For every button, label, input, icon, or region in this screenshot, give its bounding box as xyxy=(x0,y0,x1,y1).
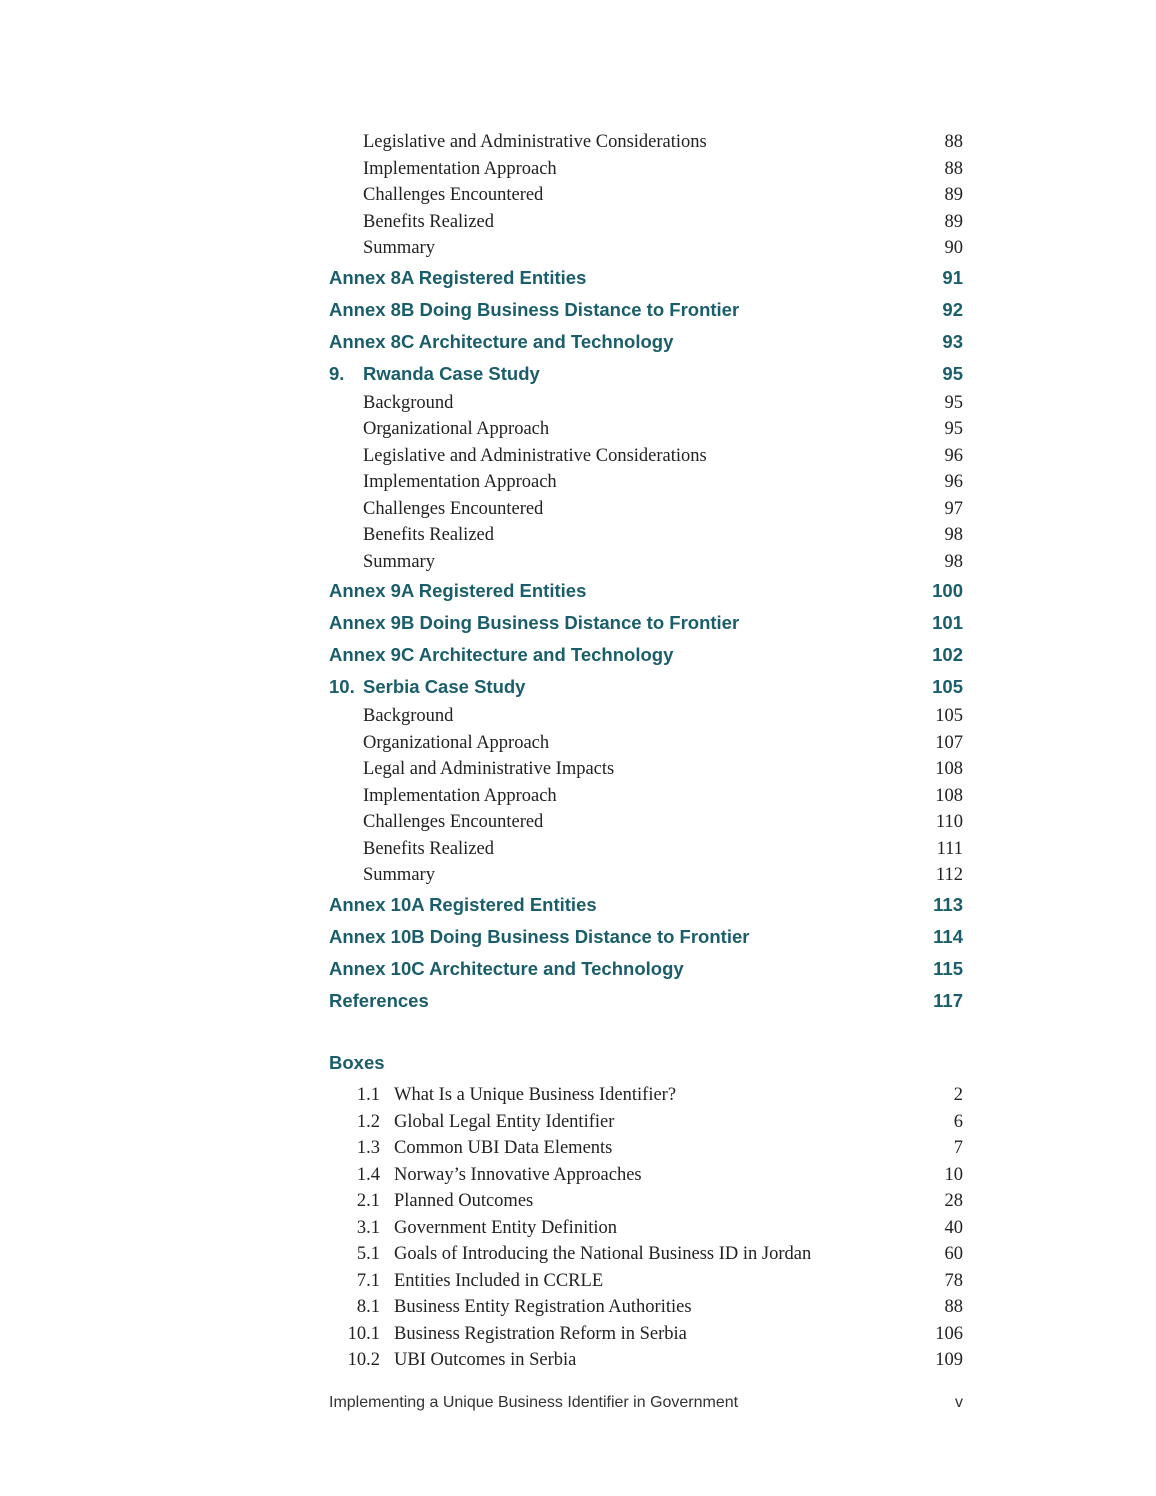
toc-entry-label xyxy=(363,496,543,523)
box-title: Business Entity Registration Authorities xyxy=(394,1297,692,1317)
box-number: 1.3 xyxy=(356,1138,380,1158)
toc-page-number: 96 xyxy=(944,472,963,492)
page-footer xyxy=(329,1394,963,1412)
toc-heading-entry[interactable] xyxy=(329,639,963,671)
box-page-number: 109 xyxy=(935,1350,963,1370)
toc-subentry[interactable] xyxy=(329,862,963,889)
toc-subentry[interactable] xyxy=(329,469,963,496)
toc-heading-entry[interactable] xyxy=(329,985,963,1017)
toc-entry-title: Annex 9C Architecture and Technology xyxy=(329,644,674,665)
toc-entry-label xyxy=(363,443,707,470)
box-page-number: 10 xyxy=(944,1164,963,1185)
toc-heading-entry[interactable] xyxy=(329,607,963,639)
toc-entry-title: Legal and Administrative Impacts xyxy=(363,759,615,779)
box-number: 10.2 xyxy=(347,1350,380,1370)
box-entry[interactable] xyxy=(329,1082,963,1109)
box-title: Planned Outcomes xyxy=(394,1191,534,1211)
toc-entry-label xyxy=(363,783,557,810)
box-title: Norway’s Innovative Approaches xyxy=(394,1164,642,1185)
toc-page-number: 105 xyxy=(935,706,963,726)
toc-entry-title: Background xyxy=(363,706,454,726)
box-page-number: 78 xyxy=(944,1270,963,1291)
box-page-number: 106 xyxy=(935,1323,963,1344)
toc-entry-title: Legislative and Administrative Considerations xyxy=(363,132,707,152)
toc-entry-label xyxy=(363,235,435,262)
box-page-number: 6 xyxy=(953,1111,963,1132)
toc-entry-title: Annex 9A Registered Entities xyxy=(329,580,587,601)
box-entry[interactable] xyxy=(329,1188,963,1215)
toc-subentry[interactable] xyxy=(329,182,963,209)
toc-entry-title: Organizational Approach xyxy=(363,732,550,753)
box-title: Entities Included in CCRLE xyxy=(394,1270,604,1291)
box-entry[interactable] xyxy=(329,1109,963,1136)
toc-heading-entry[interactable] xyxy=(329,671,963,703)
box-title: Government Entity Definition xyxy=(394,1217,617,1238)
toc-page-number: 115 xyxy=(933,957,963,979)
toc-subentry[interactable] xyxy=(329,730,963,757)
toc-subentry[interactable] xyxy=(329,416,963,443)
toc-entry-label xyxy=(363,756,614,783)
box-number: 5.1 xyxy=(356,1244,380,1264)
toc-subentry[interactable] xyxy=(329,443,963,470)
toc-entry-title: Implementation Approach xyxy=(363,785,557,806)
box-page-number: 28 xyxy=(944,1191,963,1211)
toc-entry-label xyxy=(329,358,540,390)
toc-entry-title: Summary xyxy=(363,551,435,572)
box-number: 10.1 xyxy=(347,1323,380,1344)
toc-entry-label xyxy=(363,862,435,889)
box-title: What Is a Unique Business Identifier? xyxy=(394,1085,677,1105)
box-title: Global Legal Entity Identifier xyxy=(394,1111,615,1132)
toc-page-number: 105 xyxy=(932,676,963,697)
footer-title: Implementing a Unique Business Identifier in Government xyxy=(329,1394,739,1411)
box-entry[interactable] xyxy=(329,1241,963,1268)
box-number: 7.1 xyxy=(356,1270,380,1291)
toc-page-number: 95 xyxy=(944,419,963,439)
toc-entry-title: Challenges Encountered xyxy=(363,812,544,832)
toc-entry-title: Annex 10C Architecture and Technology xyxy=(329,957,684,979)
toc-entry-label xyxy=(363,522,494,549)
toc-entry-title: Benefits Realized xyxy=(363,838,494,859)
toc-heading-entry[interactable] xyxy=(329,358,963,390)
toc-entry-title: Annex 8B Doing Business Distance to Frontier xyxy=(329,298,740,320)
box-title: UBI Outcomes in Serbia xyxy=(394,1350,577,1370)
toc-page-number: 113 xyxy=(933,893,963,915)
toc-page-number: 112 xyxy=(935,865,963,885)
box-number: 3.1 xyxy=(356,1217,380,1238)
toc-entry-label xyxy=(363,416,549,443)
toc-page-number: 114 xyxy=(933,925,963,947)
toc-page-number: 108 xyxy=(935,785,963,806)
toc-page-number: 97 xyxy=(944,498,963,519)
toc-page-number: 98 xyxy=(944,525,963,545)
toc-entry-title: Implementation Approach xyxy=(363,472,557,492)
toc-subentry[interactable] xyxy=(329,522,963,549)
toc-entry-label xyxy=(363,390,453,417)
box-page-number: 7 xyxy=(953,1138,963,1158)
toc-entry-label xyxy=(363,730,549,757)
toc-entry-title: Challenges Encountered xyxy=(363,498,544,519)
toc-entry-label xyxy=(363,549,435,576)
toc-heading-entry[interactable] xyxy=(329,294,963,326)
toc-page-number: 96 xyxy=(944,445,963,466)
toc-subentry[interactable] xyxy=(329,129,963,156)
box-number: 8.1 xyxy=(356,1297,380,1317)
toc-entry-label xyxy=(329,575,586,607)
box-entry[interactable] xyxy=(329,1135,963,1162)
box-title: Business Registration Reform in Serbia xyxy=(394,1323,687,1344)
toc-entry-title: Summary xyxy=(363,865,435,885)
boxes-list xyxy=(329,1082,963,1374)
toc-entry-label xyxy=(329,953,684,985)
toc-entry-label xyxy=(329,889,597,921)
page-number: v xyxy=(955,1394,963,1411)
toc-entry-label xyxy=(363,809,543,836)
toc-subentry[interactable] xyxy=(329,496,963,523)
toc-subentry[interactable] xyxy=(329,809,963,836)
toc-entry-title: Summary xyxy=(363,238,435,258)
box-title: Goals of Introducing the National Business ID in Jordan xyxy=(394,1244,812,1264)
toc-entry-title: References xyxy=(329,989,429,1011)
box-entry[interactable] xyxy=(329,1215,963,1242)
box-number: 1.4 xyxy=(356,1164,380,1185)
toc-entry-label xyxy=(329,985,429,1017)
box-entry[interactable] xyxy=(329,1321,963,1348)
toc-heading-entry[interactable] xyxy=(329,953,963,985)
box-title: Common UBI Data Elements xyxy=(394,1138,613,1158)
toc-entry-title: Organizational Approach xyxy=(363,419,550,439)
toc-page-number: 101 xyxy=(932,612,963,633)
toc-entry-label xyxy=(363,703,453,730)
box-page-number: 60 xyxy=(944,1244,963,1264)
boxes-heading: Boxes xyxy=(329,1052,385,1073)
box-page-number: 40 xyxy=(944,1217,963,1238)
toc-entry-label xyxy=(363,182,543,209)
toc-page-number: 92 xyxy=(942,298,963,320)
toc-page-number: 100 xyxy=(932,580,963,601)
toc-entry-label xyxy=(329,921,749,953)
toc-page-number: 108 xyxy=(935,759,963,779)
box-entry[interactable] xyxy=(329,1294,963,1321)
toc-entry-title: Benefits Realized xyxy=(363,525,494,545)
toc-entry-label xyxy=(363,469,557,496)
toc-entry-title: Serbia Case Study xyxy=(363,676,526,697)
toc-subentry[interactable] xyxy=(329,756,963,783)
chapter-number: 10. xyxy=(329,676,355,697)
toc-entry-label xyxy=(363,129,707,156)
toc-entry-title: Legislative and Administrative Considerations xyxy=(363,445,707,466)
toc-page-number: 95 xyxy=(942,362,963,384)
toc-page-number: 110 xyxy=(935,812,963,832)
toc-page-number: 91 xyxy=(942,266,963,288)
toc-entry-title: Annex 10B Doing Business Distance to Frontier xyxy=(329,925,750,947)
toc-entry-title: Annex 8C Architecture and Technology xyxy=(329,330,674,352)
toc-subentry[interactable] xyxy=(329,235,963,262)
toc-heading-entry[interactable] xyxy=(329,326,963,358)
toc-page-number: 93 xyxy=(942,330,963,352)
toc-entry-label xyxy=(363,836,494,863)
toc-subentry[interactable] xyxy=(329,783,963,810)
toc-subentry[interactable] xyxy=(329,836,963,863)
toc-entry-title: Annex 8A Registered Entities xyxy=(329,266,587,288)
toc-page-number: 98 xyxy=(944,551,963,572)
box-number: 2.1 xyxy=(356,1191,380,1211)
toc-heading-entry[interactable] xyxy=(329,262,963,294)
toc-entry-label xyxy=(329,671,525,703)
toc-entry-title: Background xyxy=(363,392,454,413)
toc-page-number: 88 xyxy=(944,158,963,179)
toc-entry-title: Rwanda Case Study xyxy=(363,362,540,384)
toc-subentry[interactable] xyxy=(329,156,963,183)
toc-heading-entry[interactable] xyxy=(329,889,963,921)
toc-entry-label xyxy=(363,209,494,236)
box-page-number: 88 xyxy=(944,1297,963,1317)
toc-subentry[interactable] xyxy=(329,209,963,236)
box-entry[interactable] xyxy=(329,1347,963,1374)
toc-entry-label xyxy=(329,639,673,671)
toc-entry-title: Challenges Encountered xyxy=(363,185,544,205)
toc-entry-label xyxy=(329,262,586,294)
toc-heading-entry[interactable] xyxy=(329,575,963,607)
toc-subentry[interactable] xyxy=(329,549,963,576)
toc-page-number: 107 xyxy=(935,732,963,753)
toc-page-number: 95 xyxy=(944,392,963,413)
box-entry[interactable] xyxy=(329,1162,963,1189)
toc-entry-label xyxy=(329,607,739,639)
toc-entry-title: Implementation Approach xyxy=(363,158,557,179)
box-number: 1.2 xyxy=(356,1111,380,1132)
toc-page-number: 89 xyxy=(944,185,963,205)
toc-subentry[interactable] xyxy=(329,703,963,730)
toc-page-number: 102 xyxy=(932,644,963,665)
box-page-number: 2 xyxy=(953,1085,963,1105)
toc-page-number: 111 xyxy=(936,838,963,859)
boxes-section xyxy=(329,1048,963,1374)
chapter-number: 9. xyxy=(329,362,345,384)
toc-entry-title: Annex 10A Registered Entities xyxy=(329,893,597,915)
toc-heading-entry[interactable] xyxy=(329,921,963,953)
toc-entry-label xyxy=(363,156,557,183)
toc-page-number: 88 xyxy=(944,132,963,152)
toc-subentry[interactable] xyxy=(329,390,963,417)
toc-page-number: 117 xyxy=(933,989,963,1011)
box-entry[interactable] xyxy=(329,1268,963,1295)
toc-entry-title: Annex 9B Doing Business Distance to Frontier xyxy=(329,612,740,633)
toc-page-number: 89 xyxy=(944,211,963,232)
toc-entry-label xyxy=(329,326,673,358)
box-number: 1.1 xyxy=(356,1085,380,1105)
toc-entry-label xyxy=(329,294,739,326)
table-of-contents xyxy=(329,129,963,1017)
toc-page-number: 90 xyxy=(944,238,963,258)
toc-entry-title: Benefits Realized xyxy=(363,211,494,232)
